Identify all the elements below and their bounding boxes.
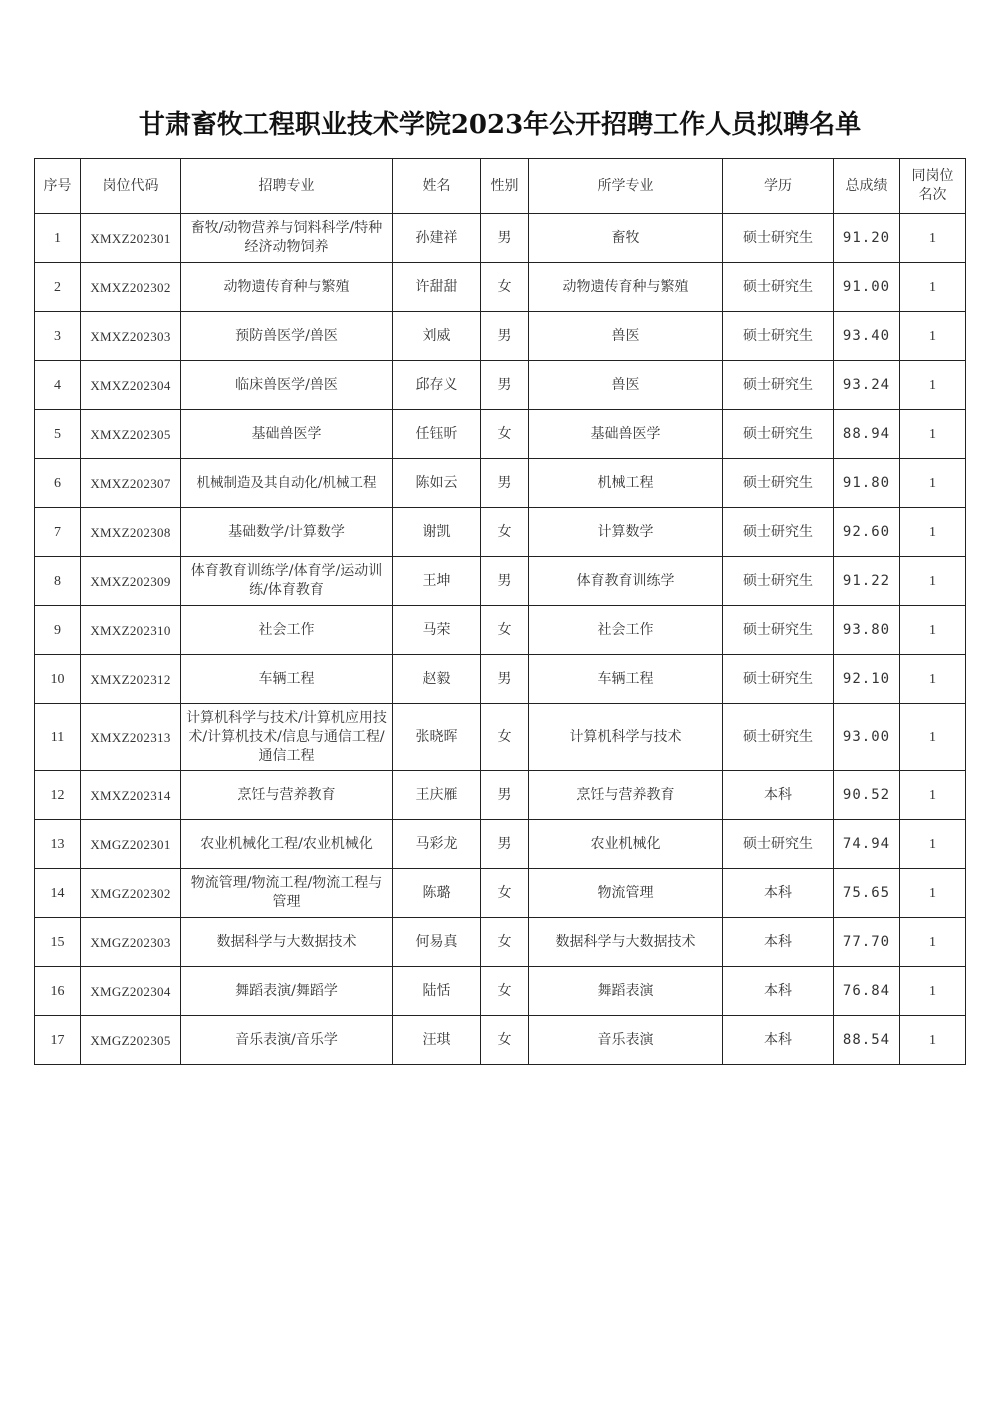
cell-score: 91.22 [834, 557, 900, 606]
cell-code: XMGZ202304 [81, 967, 181, 1016]
cell-major: 烹饪与营养教育 [181, 771, 393, 820]
cell-name: 陈璐 [393, 869, 481, 918]
cell-degree: 硕士研究生 [723, 361, 834, 410]
cell-rank: 1 [900, 214, 966, 263]
cell-gender: 男 [481, 771, 529, 820]
cell-major: 数据科学与大数据技术 [181, 918, 393, 967]
cell-gender: 女 [481, 508, 529, 557]
cell-major: 音乐表演/音乐学 [181, 1016, 393, 1065]
cell-code: XMGZ202301 [81, 820, 181, 869]
cell-no: 7 [35, 508, 81, 557]
cell-no: 13 [35, 820, 81, 869]
header-rank: 同岗位 名次 [900, 159, 966, 214]
cell-score: 93.24 [834, 361, 900, 410]
cell-rank: 1 [900, 361, 966, 410]
cell-no: 11 [35, 704, 81, 771]
cell-score: 90.52 [834, 771, 900, 820]
table-row [35, 704, 966, 771]
cell-name: 许甜甜 [393, 263, 481, 312]
cell-gender: 女 [481, 1016, 529, 1065]
cell-code: XMXZ202313 [81, 704, 181, 771]
cell-major: 基础数学/计算数学 [181, 508, 393, 557]
cell-name: 何易真 [393, 918, 481, 967]
cell-degree: 本科 [723, 1016, 834, 1065]
cell-studied: 兽医 [529, 361, 723, 410]
table-body [35, 214, 966, 1065]
cell-studied: 烹饪与营养教育 [529, 771, 723, 820]
cell-no: 2 [35, 263, 81, 312]
cell-name: 陆恬 [393, 967, 481, 1016]
cell-code: XMGZ202302 [81, 869, 181, 918]
cell-studied: 兽医 [529, 312, 723, 361]
cell-gender: 男 [481, 361, 529, 410]
cell-gender: 男 [481, 214, 529, 263]
cell-gender: 女 [481, 869, 529, 918]
cell-gender: 女 [481, 704, 529, 771]
cell-rank: 1 [900, 606, 966, 655]
cell-rank: 1 [900, 557, 966, 606]
cell-name: 任钰昕 [393, 410, 481, 459]
table-row [35, 655, 966, 704]
cell-degree: 硕士研究生 [723, 410, 834, 459]
table-row [35, 820, 966, 869]
cell-rank: 1 [900, 263, 966, 312]
cell-code: XMXZ202312 [81, 655, 181, 704]
cell-degree: 硕士研究生 [723, 214, 834, 263]
header-code: 岗位代码 [81, 159, 181, 214]
cell-studied: 物流管理 [529, 869, 723, 918]
cell-no: 1 [35, 214, 81, 263]
cell-degree: 硕士研究生 [723, 263, 834, 312]
cell-major: 基础兽医学 [181, 410, 393, 459]
cell-rank: 1 [900, 655, 966, 704]
cell-rank: 1 [900, 312, 966, 361]
cell-score: 91.20 [834, 214, 900, 263]
cell-name: 邱存义 [393, 361, 481, 410]
cell-rank: 1 [900, 771, 966, 820]
cell-score: 92.10 [834, 655, 900, 704]
header-name: 姓名 [393, 159, 481, 214]
cell-name: 马荣 [393, 606, 481, 655]
cell-name: 马彩龙 [393, 820, 481, 869]
cell-code: XMXZ202314 [81, 771, 181, 820]
cell-no: 3 [35, 312, 81, 361]
cell-score: 91.00 [834, 263, 900, 312]
cell-score: 88.94 [834, 410, 900, 459]
table-row [35, 263, 966, 312]
cell-studied: 基础兽医学 [529, 410, 723, 459]
cell-degree: 硕士研究生 [723, 312, 834, 361]
cell-score: 76.84 [834, 967, 900, 1016]
cell-rank: 1 [900, 459, 966, 508]
cell-name: 谢凯 [393, 508, 481, 557]
cell-name: 刘威 [393, 312, 481, 361]
cell-major: 社会工作 [181, 606, 393, 655]
cell-code: XMXZ202309 [81, 557, 181, 606]
cell-gender: 女 [481, 967, 529, 1016]
cell-studied: 音乐表演 [529, 1016, 723, 1065]
cell-studied: 车辆工程 [529, 655, 723, 704]
cell-rank: 1 [900, 967, 966, 1016]
cell-no: 8 [35, 557, 81, 606]
cell-gender: 男 [481, 820, 529, 869]
cell-major: 舞蹈表演/舞蹈学 [181, 967, 393, 1016]
table-row [35, 869, 966, 918]
cell-degree: 本科 [723, 918, 834, 967]
table-row [35, 918, 966, 967]
cell-rank: 1 [900, 820, 966, 869]
cell-no: 6 [35, 459, 81, 508]
table-row [35, 459, 966, 508]
cell-no: 15 [35, 918, 81, 967]
cell-no: 14 [35, 869, 81, 918]
cell-code: XMXZ202305 [81, 410, 181, 459]
header-studied: 所学专业 [529, 159, 723, 214]
cell-degree: 硕士研究生 [723, 655, 834, 704]
cell-code: XMXZ202307 [81, 459, 181, 508]
cell-name: 赵毅 [393, 655, 481, 704]
cell-code: XMXZ202310 [81, 606, 181, 655]
cell-degree: 硕士研究生 [723, 508, 834, 557]
table-row [35, 410, 966, 459]
cell-studied: 机械工程 [529, 459, 723, 508]
cell-degree: 硕士研究生 [723, 820, 834, 869]
cell-studied: 数据科学与大数据技术 [529, 918, 723, 967]
candidate-table [34, 158, 966, 1065]
cell-code: XMXZ202304 [81, 361, 181, 410]
cell-studied: 体育教育训练学 [529, 557, 723, 606]
cell-major: 农业机械化工程/农业机械化 [181, 820, 393, 869]
cell-name: 孙建祥 [393, 214, 481, 263]
table-row [35, 361, 966, 410]
cell-major: 物流管理/物流工程/物流工程与管理 [181, 869, 393, 918]
cell-rank: 1 [900, 918, 966, 967]
cell-studied: 计算数学 [529, 508, 723, 557]
table-row [35, 312, 966, 361]
cell-major: 计算机科学与技术/计算机应用技术/计算机技术/信息与通信工程/通信工程 [181, 704, 393, 771]
cell-no: 5 [35, 410, 81, 459]
cell-major: 车辆工程 [181, 655, 393, 704]
table-row [35, 606, 966, 655]
cell-major: 机械制造及其自动化/机械工程 [181, 459, 393, 508]
cell-rank: 1 [900, 1016, 966, 1065]
cell-rank: 1 [900, 869, 966, 918]
cell-degree: 本科 [723, 967, 834, 1016]
cell-studied: 畜牧 [529, 214, 723, 263]
cell-rank: 1 [900, 410, 966, 459]
cell-major: 动物遗传育种与繁殖 [181, 263, 393, 312]
cell-name: 王庆雁 [393, 771, 481, 820]
cell-gender: 男 [481, 655, 529, 704]
cell-name: 陈如云 [393, 459, 481, 508]
cell-studied: 农业机械化 [529, 820, 723, 869]
cell-score: 88.54 [834, 1016, 900, 1065]
cell-gender: 女 [481, 918, 529, 967]
cell-no: 17 [35, 1016, 81, 1065]
cell-gender: 男 [481, 312, 529, 361]
cell-score: 74.94 [834, 820, 900, 869]
cell-studied: 舞蹈表演 [529, 967, 723, 1016]
table-row [35, 1016, 966, 1065]
cell-degree: 硕士研究生 [723, 606, 834, 655]
cell-code: XMXZ202308 [81, 508, 181, 557]
header-score: 总成绩 [834, 159, 900, 214]
cell-gender: 男 [481, 459, 529, 508]
cell-no: 16 [35, 967, 81, 1016]
cell-score: 93.40 [834, 312, 900, 361]
cell-code: XMXZ202303 [81, 312, 181, 361]
cell-score: 92.60 [834, 508, 900, 557]
cell-score: 75.65 [834, 869, 900, 918]
header-major: 招聘专业 [181, 159, 393, 214]
cell-no: 12 [35, 771, 81, 820]
header-gender: 性别 [481, 159, 529, 214]
cell-name: 汪琪 [393, 1016, 481, 1065]
table-row [35, 214, 966, 263]
cell-degree: 本科 [723, 869, 834, 918]
table-row [35, 557, 966, 606]
table-row [35, 771, 966, 820]
cell-gender: 女 [481, 263, 529, 312]
cell-degree: 硕士研究生 [723, 557, 834, 606]
cell-code: XMGZ202303 [81, 918, 181, 967]
cell-score: 77.70 [834, 918, 900, 967]
cell-score: 93.80 [834, 606, 900, 655]
cell-major: 临床兽医学/兽医 [181, 361, 393, 410]
cell-code: XMXZ202302 [81, 263, 181, 312]
cell-code: XMXZ202301 [81, 214, 181, 263]
cell-major: 畜牧/动物营养与饲料科学/特种经济动物饲养 [181, 214, 393, 263]
cell-no: 9 [35, 606, 81, 655]
cell-major: 体育教育训练学/体育学/运动训练/体育教育 [181, 557, 393, 606]
cell-rank: 1 [900, 704, 966, 771]
header-degree: 学历 [723, 159, 834, 214]
table-header-row [35, 159, 966, 214]
cell-rank: 1 [900, 508, 966, 557]
page-title: 甘肃畜牧工程职业技术学院2023年公开招聘工作人员拟聘名单 [138, 110, 862, 140]
cell-name: 张晓晖 [393, 704, 481, 771]
cell-studied: 计算机科学与技术 [529, 704, 723, 771]
cell-no: 4 [35, 361, 81, 410]
cell-score: 93.00 [834, 704, 900, 771]
cell-name: 王坤 [393, 557, 481, 606]
cell-no: 10 [35, 655, 81, 704]
cell-studied: 社会工作 [529, 606, 723, 655]
cell-gender: 女 [481, 410, 529, 459]
cell-major: 预防兽医学/兽医 [181, 312, 393, 361]
cell-code: XMGZ202305 [81, 1016, 181, 1065]
cell-gender: 女 [481, 606, 529, 655]
cell-score: 91.80 [834, 459, 900, 508]
cell-gender: 男 [481, 557, 529, 606]
header-no: 序号 [35, 159, 81, 214]
table-row [35, 508, 966, 557]
cell-studied: 动物遗传育种与繁殖 [529, 263, 723, 312]
cell-degree: 本科 [723, 771, 834, 820]
cell-degree: 硕士研究生 [723, 704, 834, 771]
cell-degree: 硕士研究生 [723, 459, 834, 508]
table-row [35, 967, 966, 1016]
